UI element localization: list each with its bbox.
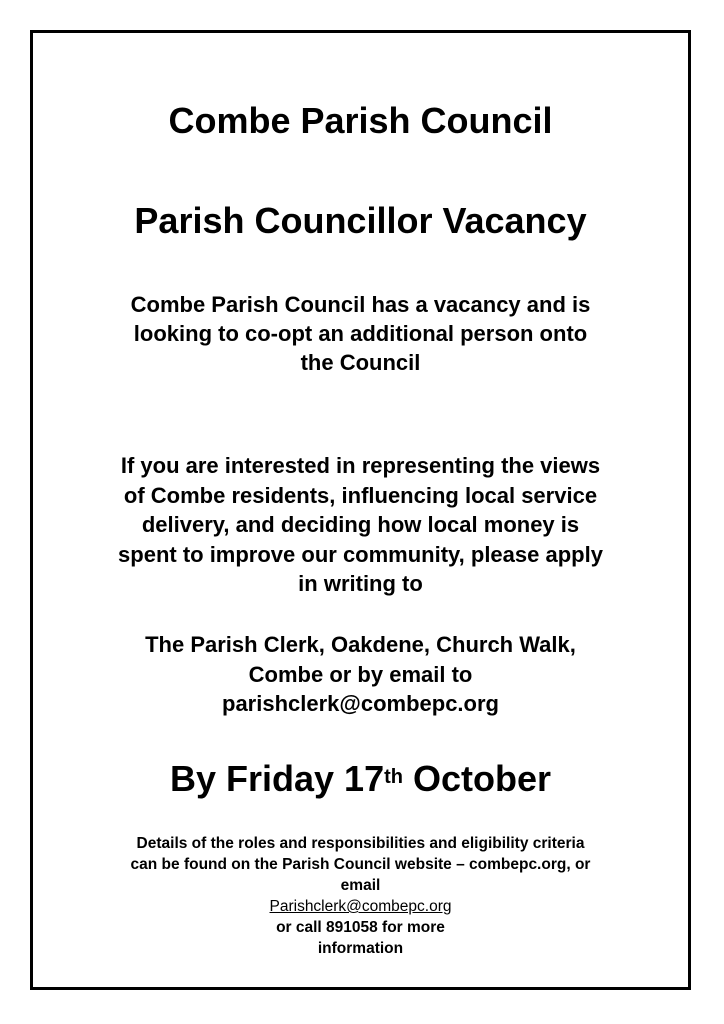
appeal-line: If you are interested in representing the views xyxy=(120,453,601,478)
intro-line: looking to co-opt an additional person onto xyxy=(133,321,588,346)
intro-line: the Council xyxy=(300,350,421,375)
deadline-heading xyxy=(33,757,688,801)
appeal-line: in writing to xyxy=(298,571,423,596)
details-line: information xyxy=(317,940,404,957)
deadline-ordinal: th xyxy=(384,766,403,788)
details-paragraph xyxy=(33,833,688,959)
details-email-suffix: or call 891058 for more xyxy=(276,919,445,936)
intro-paragraph xyxy=(33,290,688,377)
deadline-suffix: October xyxy=(402,758,552,799)
appeal-paragraph xyxy=(33,451,688,599)
notice-border xyxy=(30,30,691,990)
address-paragraph xyxy=(33,630,688,719)
details-line: can be found on the Parish Council website – combepc.org, or xyxy=(130,856,591,873)
appeal-line: of Combe residents, influencing local service xyxy=(123,482,598,508)
clerk-email-link[interactable]: Parishclerk@combepc.org xyxy=(269,898,452,915)
council-name-heading: Combe Parish Council xyxy=(168,100,553,141)
appeal-line: spent to improve our community, please apply xyxy=(118,541,603,567)
appeal-line: delivery, and deciding how local money is xyxy=(141,512,580,537)
address-line: The Parish Clerk, Oakdene, Church Walk, xyxy=(145,632,576,657)
address-email: parishclerk@combepc.org xyxy=(222,691,499,716)
address-line: Combe or by email to xyxy=(248,661,473,687)
vacancy-heading: Parish Councillor Vacancy xyxy=(134,200,587,241)
details-email-prefix: email xyxy=(340,877,381,894)
intro-line: Combe Parish Council has a vacancy and is xyxy=(130,292,591,317)
deadline-prefix: By Friday 17 xyxy=(169,758,385,799)
details-line xyxy=(33,875,688,938)
details-line: Details of the roles and responsibilities and eligibility criteria xyxy=(136,835,585,852)
